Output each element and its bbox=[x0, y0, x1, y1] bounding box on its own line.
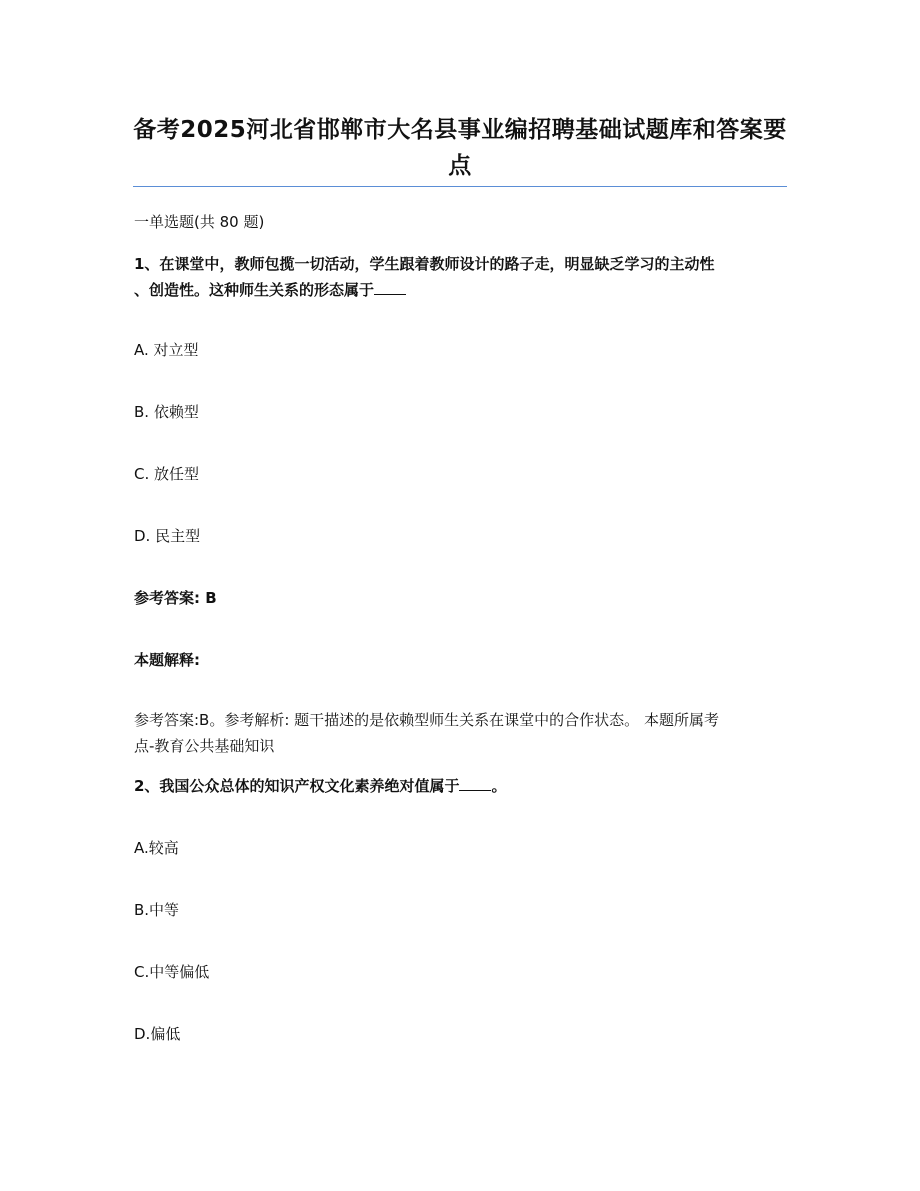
title-divider bbox=[133, 186, 787, 187]
question-2-option-b: B.中等 bbox=[134, 901, 180, 919]
question-2-option-d: D.偏低 bbox=[134, 1025, 181, 1043]
answer-blank bbox=[374, 293, 406, 295]
question-1-option-b: B. 依赖型 bbox=[134, 403, 199, 421]
question-1-stem-line1: 1、在课堂中，教师包揽一切活动，学生跟着教师设计的路子走，明显缺乏学习的主动性 bbox=[134, 255, 715, 273]
question-1-option-a: A. 对立型 bbox=[134, 341, 199, 359]
question-1-stem-text: 、创造性。这种师生关系的形态属于 bbox=[134, 281, 375, 299]
question-2-stem bbox=[134, 772, 790, 800]
question-1-explanation-line2: 点-教育公共基础知识 bbox=[134, 737, 275, 755]
question-1-explanation-label: 本题解释: bbox=[134, 651, 200, 669]
question-1-explanation-line1: 参考答案:B。参考解析: 题干描述的是依赖型师生关系在课堂中的合作状态。 本题所属考 bbox=[134, 711, 719, 729]
question-1-option-c: C. 放任型 bbox=[134, 465, 200, 483]
document-title: 备考2025河北省邯郸市大名县事业编招聘基础试题库和答案要点 bbox=[133, 117, 787, 179]
question-2-option-a: A.较高 bbox=[134, 839, 179, 857]
answer-blank bbox=[459, 789, 491, 791]
question-1-stem-line2 bbox=[134, 276, 790, 304]
question-1-answer: 参考答案: B bbox=[134, 589, 217, 607]
section-header: 一单选题(共 80 题) bbox=[134, 213, 265, 231]
question-2-option-c: C.中等偏低 bbox=[134, 963, 210, 981]
question-2-stem-suffix: 。 bbox=[491, 777, 507, 795]
question-2-stem-text: 2、我国公众总体的知识产权文化素养绝对值属于 bbox=[134, 777, 460, 795]
question-1-option-d: D. 民主型 bbox=[134, 527, 201, 545]
